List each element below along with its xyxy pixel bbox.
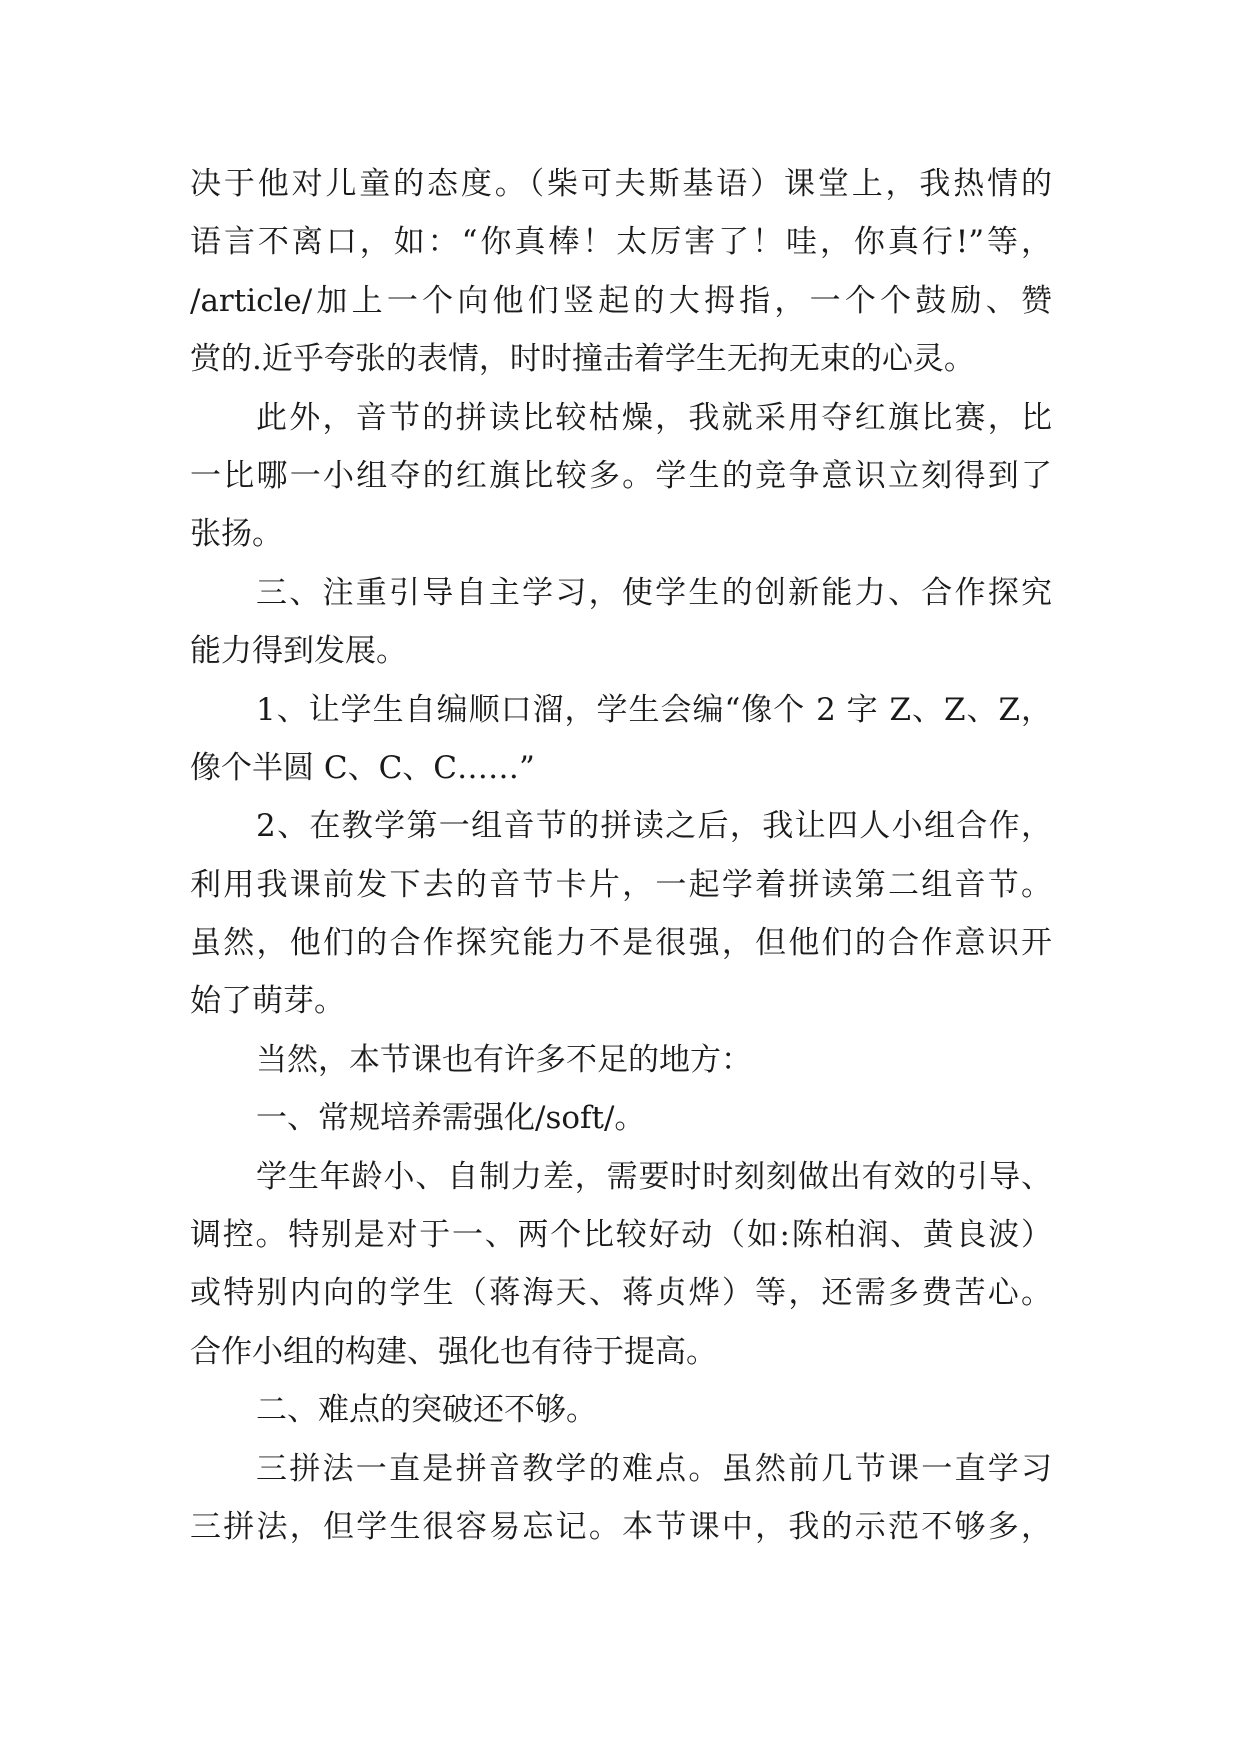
- text-line: 始了萌芽。: [190, 983, 345, 1020]
- text-line: 三拼法一直是拼音教学的难点。虽然前几节课一直学习: [256, 1450, 1052, 1487]
- text-line: 当然，本节课也有许多不足的地方：: [256, 1041, 752, 1078]
- text-line: 像个半圆 C、C、C……”: [190, 749, 535, 786]
- text-line: 语言不离口，如：“你真棒！太厉害了！哇，你真行!”等，: [190, 224, 1052, 261]
- text-line: /article/加上一个向他们竖起的大拇指，一个个鼓励、赞: [190, 282, 1052, 319]
- document-page: [190, 155, 1052, 1556]
- text-line: 二、难点的突破还不够。: [256, 1392, 597, 1429]
- text-line: 或特别内向的学生（蒋海天、蒋贞烨）等，还需多费苦心。: [190, 1275, 1052, 1312]
- text-line: 虽然，他们的合作探究能力不是很强，但他们的合作意识开: [190, 925, 1052, 962]
- text-line: 赏的.近乎夸张的表情，时时撞击着学生无拘无束的心灵。: [190, 341, 975, 378]
- text-line: 一、常规培养需强化/soft/。: [256, 1100, 646, 1137]
- text-line: 张扬。: [190, 516, 283, 553]
- text-line: 合作小组的构建、强化也有待于提高。: [190, 1333, 717, 1370]
- text-line: 2、在教学第一组音节的拼读之后，我让四人小组合作，: [256, 808, 1052, 845]
- text-line: 三、注重引导自主学习，使学生的创新能力、合作探究: [256, 574, 1052, 611]
- text-line: 学生年龄小、自制力差，需要时时刻刻做出有效的引导、: [256, 1158, 1052, 1195]
- text-line: 利用我课前发下去的音节卡片，一起学着拼读第二组音节。: [190, 866, 1052, 903]
- text-line: 此外，音节的拼读比较枯燥，我就采用夺红旗比赛，比: [256, 399, 1052, 436]
- text-line: 1、让学生自编顺口溜，学生会编“像个 2 字 Z、Z、Z，: [256, 691, 1052, 728]
- text-line: 调控。特别是对于一、两个比较好动（如:陈柏润、黄良波）: [190, 1217, 1052, 1254]
- text-line: 一比哪一小组夺的红旗比较多。学生的竞争意识立刻得到了: [190, 457, 1052, 494]
- text-line: 决于他对儿童的态度。（柴可夫斯基语）课堂上，我热情的: [190, 166, 1052, 202]
- text-line: 三拼法，但学生很容易忘记。本节课中，我的示范不够多，: [190, 1508, 1052, 1545]
- text-line: 能力得到发展。: [190, 633, 407, 670]
